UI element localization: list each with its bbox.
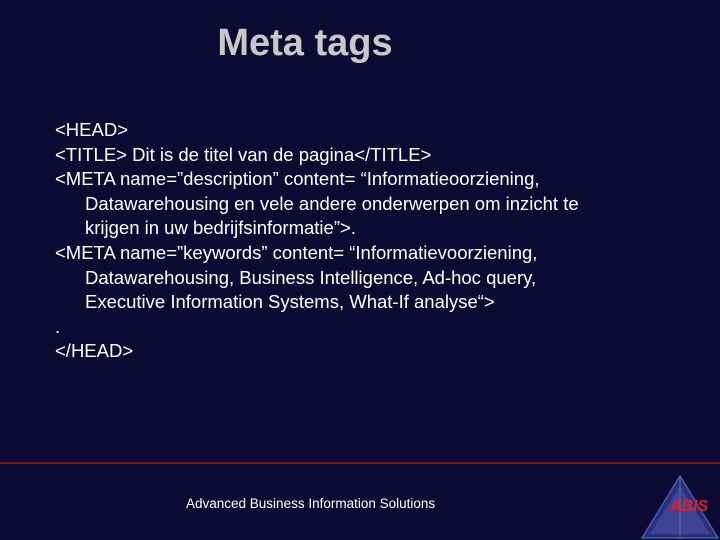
code-line-continuation: Datawarehousing en vele andere onderwerpen om inzicht te [85, 192, 579, 214]
code-line-continuation: krijgen in uw bedrijfsinformatie”>. [85, 217, 356, 239]
code-line-continuation: Datawarehousing, Business Intelligence, Ad-hoc query, [85, 266, 537, 288]
code-line: <TITLE> Dit is de titel van de pagina</TITLE> [55, 143, 432, 165]
code-line: <HEAD> [55, 119, 129, 140]
code-block [55, 118, 695, 364]
footer-text: Advanced Business Information Solutions [186, 496, 436, 511]
code-line: . [55, 315, 61, 337]
code-line: </HEAD> [55, 340, 134, 362]
logo-text: ABIS [670, 498, 709, 515]
footer-divider [0, 462, 720, 464]
slide-title-text: Meta tags [217, 22, 393, 64]
code-line: <META name=”keywords” content= “Informatievoorziening, [55, 241, 538, 263]
slide-title [0, 22, 610, 65]
code-line: <META name=”description” content= “Informatieoorziening, [55, 168, 540, 190]
code-line-continuation: Executive Information Systems, What-If analyse“> [85, 291, 495, 313]
